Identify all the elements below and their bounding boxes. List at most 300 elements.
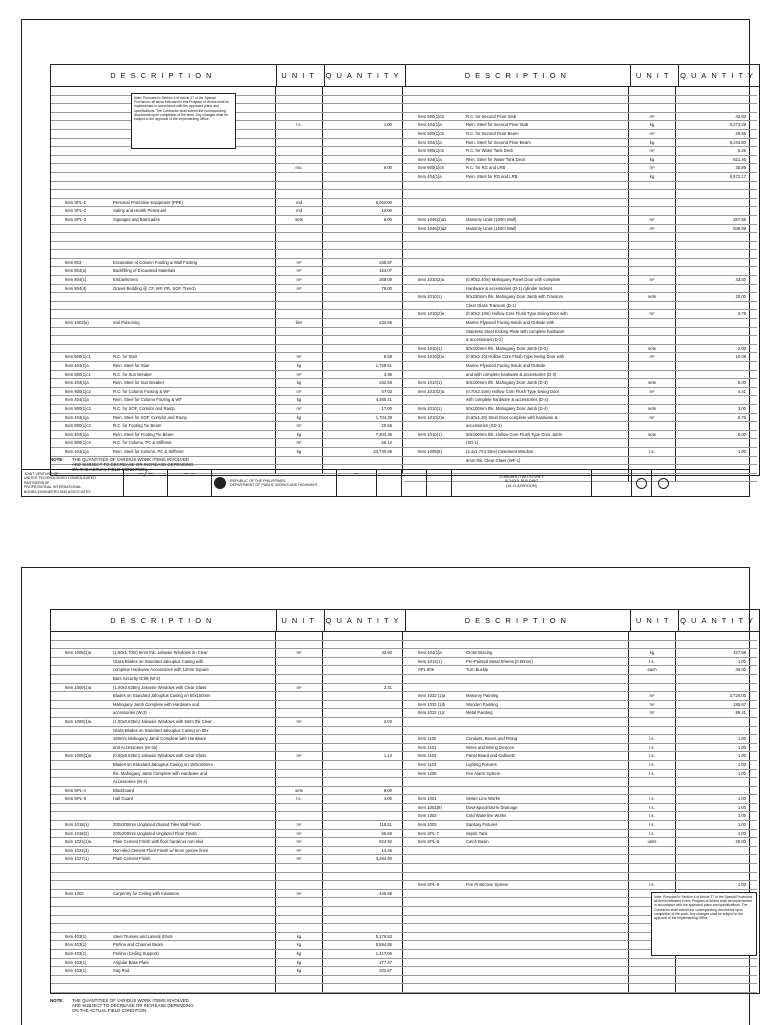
item-unit: l.s.	[629, 795, 676, 803]
item-number	[404, 362, 466, 370]
item-description	[113, 873, 275, 881]
table-row	[51, 414, 404, 423]
item-number	[51, 804, 113, 812]
item-unit: m²	[276, 821, 323, 829]
item-number	[51, 666, 113, 674]
item-quantity	[676, 967, 756, 975]
item-quantity: 8.00	[737, 431, 746, 437]
item-description	[466, 984, 628, 992]
item-quantity: 1.00	[737, 761, 746, 767]
table-row	[404, 293, 757, 302]
item-number	[51, 984, 113, 992]
item-number	[51, 242, 113, 250]
item-description: (0.90x2.10m) Hollow Core Flush Type Swing Door with	[466, 311, 568, 317]
item-number: Item 1032 (1)a	[418, 693, 446, 699]
item-description	[466, 250, 628, 258]
item-quantity	[323, 778, 403, 786]
item-unit	[629, 250, 676, 258]
item-quantity	[676, 371, 756, 379]
item-unit: l.s.	[629, 658, 676, 666]
table-row	[404, 130, 757, 139]
item-number: Item 1002	[418, 813, 437, 819]
item-description: Excavation of Column Footing & Wall Footing	[113, 259, 198, 265]
agency-line: DEPARTMENT OF PUBLIC WORKS AND HIGHWAYS	[230, 483, 318, 487]
item-number: Item 404(1)a	[65, 431, 89, 437]
item-number	[51, 345, 113, 353]
item-quantity: 55.66	[323, 830, 403, 838]
item-description	[113, 328, 275, 336]
item-quantity	[323, 225, 403, 233]
item-unit: m³	[629, 147, 676, 155]
item-unit: sets	[276, 787, 323, 795]
item-quantity	[323, 898, 403, 906]
item-description	[466, 96, 628, 104]
item-number	[404, 396, 466, 404]
item-quantity: 23,740.69	[323, 448, 403, 456]
item-quantity	[323, 457, 403, 465]
item-number: Item 1009(1)a	[65, 718, 92, 724]
item-description	[466, 718, 628, 726]
item-unit: m²	[629, 216, 676, 224]
item-quantity	[323, 328, 403, 336]
item-number	[51, 130, 113, 138]
item-number: Item 1032 (1)c	[418, 710, 445, 716]
signature-mark: ~~	[182, 470, 197, 478]
item-description: Wires and Wiring Devices	[466, 744, 514, 750]
item-quantity	[676, 684, 756, 692]
item-number	[404, 941, 466, 949]
item-quantity: 5.26	[737, 148, 746, 154]
item-quantity	[676, 96, 756, 104]
item-quantity	[676, 302, 756, 310]
header-quantity: QUANTITY	[325, 65, 406, 86]
item-description: Glass Blades on Standard Jalouplus Casing on 50x	[113, 727, 209, 733]
item-quantity: 2.00	[737, 345, 746, 351]
table-row	[404, 362, 757, 371]
item-quantity	[323, 692, 403, 700]
item-quantity	[323, 976, 403, 984]
table-row	[51, 362, 404, 371]
item-number: Item 1010(2)a	[418, 388, 445, 394]
item-number	[51, 658, 113, 666]
item-quantity: 17.00	[323, 405, 403, 413]
item-unit	[276, 864, 323, 872]
item-number	[51, 761, 113, 769]
item-description: and with complete hardware & accessories (D-3)	[466, 371, 557, 377]
item-quantity: 29.56	[323, 422, 403, 430]
item-description	[113, 225, 275, 233]
item-number	[51, 881, 113, 889]
item-quantity	[323, 190, 403, 198]
project-line: STANDARD TWO-STOREY	[499, 475, 544, 479]
item-unit	[276, 907, 323, 915]
item-number	[51, 113, 113, 121]
table-right-half	[404, 87, 757, 482]
item-unit: liter	[276, 319, 323, 327]
table-row	[404, 422, 757, 431]
header-quantity: QUANTITY	[680, 71, 759, 80]
item-quantity	[676, 984, 756, 992]
table-row	[51, 345, 404, 354]
item-unit	[629, 675, 676, 683]
item-description: R.C. for Column, PC & Stiffener	[113, 440, 172, 446]
item-unit	[276, 770, 323, 778]
item-description: 50x100mm thk. Mahogany Door Jamb (D-3)	[466, 380, 548, 386]
item-unit: m²	[629, 692, 676, 700]
item-quantity: 202.67	[323, 967, 403, 975]
table-row	[51, 770, 404, 779]
item-quantity	[323, 130, 403, 138]
item-quantity: 78.00	[323, 285, 403, 293]
table-header	[51, 65, 759, 87]
item-number: Item 1005(6)	[418, 448, 442, 454]
table-row	[51, 675, 404, 684]
item-quantity: 43.92	[323, 649, 403, 657]
item-description	[113, 345, 275, 353]
table-row	[51, 422, 404, 431]
table-row	[404, 371, 757, 380]
item-quantity: 7,304.36	[323, 431, 403, 439]
item-number	[51, 225, 113, 233]
item-unit: m³	[276, 259, 323, 267]
item-quantity	[323, 907, 403, 915]
table-row	[51, 812, 404, 821]
item-quantity: 35.89	[735, 165, 746, 171]
item-number	[51, 250, 113, 258]
item-description	[466, 890, 628, 898]
item-unit	[276, 976, 323, 984]
item-number	[404, 847, 466, 855]
item-unit: sets	[629, 345, 676, 353]
item-description	[466, 778, 628, 786]
item-unit	[629, 864, 676, 872]
item-number: Item 403(1)	[65, 933, 87, 939]
item-unit	[276, 641, 323, 649]
item-quantity: 1.00	[737, 770, 746, 776]
table-row	[404, 787, 757, 796]
item-description: (0.90x2.40m) Mahogany Panel Door with complete	[466, 277, 561, 283]
item-quantity	[323, 770, 403, 778]
table-row	[51, 933, 404, 942]
table-row	[404, 864, 757, 873]
item-number	[404, 907, 466, 915]
item-description	[466, 950, 628, 958]
item-number	[404, 242, 466, 250]
item-description: Safety and Health Personnel	[113, 208, 167, 214]
item-number	[404, 182, 466, 190]
table-row	[404, 113, 757, 122]
item-number	[51, 727, 113, 735]
item-description	[466, 242, 628, 250]
table-row	[404, 259, 757, 268]
table-row	[51, 804, 404, 813]
item-unit: mo.	[276, 164, 323, 172]
table-row	[51, 821, 404, 830]
item-description: Metal Painting	[466, 710, 493, 716]
item-description: Signages and Barricades	[113, 216, 160, 222]
item-number: Item 1018(2)	[65, 830, 89, 836]
table-row	[404, 216, 757, 225]
table-row	[404, 104, 757, 113]
item-quantity	[676, 864, 756, 872]
item-number: Item 900(1)c2	[65, 388, 91, 394]
table-row	[404, 881, 757, 890]
item-quantity	[323, 666, 403, 674]
item-description: Purline and Channel Beam	[113, 942, 164, 948]
item-unit	[629, 302, 676, 310]
item-description: Backfilling of Excavated Materials	[113, 268, 176, 274]
item-quantity: 3.78	[737, 311, 746, 317]
item-quantity	[323, 310, 403, 318]
item-unit: m³	[629, 130, 676, 138]
item-description: Clear Glass Transom (D-1)	[466, 302, 517, 308]
item-number: Item 1010(1)	[418, 345, 442, 351]
item-number	[404, 319, 466, 327]
field-condition-note	[50, 457, 194, 472]
item-description	[113, 293, 275, 301]
table-row	[404, 675, 757, 684]
table-row	[51, 328, 404, 337]
item-unit	[276, 225, 323, 233]
item-quantity: 1,758.51	[323, 362, 403, 370]
table-row	[404, 709, 757, 718]
item-quantity: 838.99	[733, 225, 746, 231]
item-description	[113, 898, 275, 906]
table-row	[404, 310, 757, 319]
item-number	[404, 422, 466, 430]
item-description	[113, 336, 275, 344]
table-row	[51, 267, 404, 276]
item-quantity: 6,062.00	[323, 199, 403, 207]
item-unit: kg	[276, 362, 323, 370]
item-description: Conduits, Boxes and Fitting	[466, 736, 518, 742]
item-number	[404, 933, 466, 941]
item-quantity	[323, 916, 403, 924]
item-unit: l.s.	[629, 448, 676, 456]
item-description	[466, 847, 628, 855]
item-description: (0.80x2.10) Hollow Core Flush Type Swing Door with	[466, 354, 565, 360]
item-number	[51, 812, 113, 820]
item-unit: kg	[629, 156, 676, 164]
item-quantity: 3,294.60	[323, 855, 403, 863]
item-quantity: 242.58	[323, 379, 403, 387]
item-number	[404, 632, 466, 640]
item-description	[466, 959, 628, 967]
item-unit: l.s.	[629, 830, 676, 838]
item-unit	[276, 692, 323, 700]
item-unit	[629, 328, 676, 336]
item-number: Item 900(1)c4	[65, 440, 91, 446]
item-unit	[629, 285, 676, 293]
item-description: 50x150mm thk. Mahogany Door Jamb with Transom	[466, 294, 564, 300]
table-row	[51, 916, 404, 925]
item-number	[51, 302, 113, 310]
item-description: Blades on Standard Jalouplus Casing on 50x150mm	[113, 693, 211, 699]
item-unit	[276, 984, 323, 992]
item-number: Item SPL-5	[65, 796, 86, 802]
table-row	[404, 225, 757, 234]
table-row	[404, 439, 757, 448]
item-quantity: 1.14	[323, 752, 403, 760]
table-row	[51, 216, 404, 225]
item-description	[466, 182, 628, 190]
table-row	[51, 173, 404, 182]
item-unit	[276, 336, 323, 344]
item-unit: m²	[629, 414, 676, 422]
item-number: Item 1010(2)a	[418, 414, 445, 420]
header-description: DESCRIPTION	[51, 610, 277, 631]
item-description	[113, 984, 275, 992]
item-description	[466, 924, 628, 932]
item-number	[51, 907, 113, 915]
item-description	[466, 199, 628, 207]
note-line: ARE SUBJECT TO DECREASE OR INCREASE DEPENDING	[72, 1003, 194, 1008]
item-unit: units	[629, 838, 676, 846]
table-row	[404, 345, 757, 354]
item-number: Item 1010(1)	[418, 431, 442, 437]
item-quantity: 427.58	[733, 650, 746, 656]
table-row	[51, 199, 404, 208]
item-description: Blades on Standard Jalouplus Casing on 150x150mm	[113, 761, 213, 767]
item-number: Item 900(1)c1	[65, 354, 91, 360]
item-unit: l.s.	[629, 735, 676, 743]
item-unit	[629, 319, 676, 327]
item-description: (1.50x1.70m) 5mm thk. Jalousie Windows on Clear	[113, 650, 208, 656]
item-number: Item 1100	[418, 736, 437, 742]
item-number: Item 1009(1)a	[65, 753, 92, 759]
item-number: Item SPL-8	[418, 839, 439, 845]
item-unit	[276, 104, 323, 112]
item-quantity	[323, 156, 403, 164]
table-row	[51, 336, 404, 345]
agency-line: REPUBLIC OF THE PHILIPPINES	[230, 478, 286, 483]
item-quantity	[323, 881, 403, 889]
item-unit	[276, 130, 323, 138]
item-description: Marine Plywood Facing Inside and Outside	[466, 363, 546, 368]
item-description: accessories (W-3)	[113, 710, 147, 716]
item-description	[466, 675, 628, 683]
item-number	[404, 267, 466, 275]
table-row	[404, 984, 757, 993]
item-unit	[276, 233, 323, 241]
item-quantity	[323, 804, 403, 812]
item-number	[51, 139, 113, 147]
item-unit: kg	[276, 414, 323, 422]
item-number	[51, 156, 113, 164]
item-quantity	[676, 182, 756, 190]
item-number: Item 1002	[418, 822, 437, 828]
item-number: Item 804(a)	[65, 268, 87, 274]
item-unit: kg	[276, 941, 323, 949]
table-row	[404, 182, 757, 191]
item-quantity	[323, 302, 403, 310]
item-unit	[629, 976, 676, 984]
item-unit	[276, 250, 323, 258]
item-number: Item 900(1)c5	[418, 148, 444, 154]
item-number: Item 1010(2)a	[418, 311, 445, 317]
table-row	[404, 233, 757, 242]
item-number: Item 803	[65, 259, 82, 265]
item-unit	[276, 881, 323, 889]
item-quantity	[676, 250, 756, 258]
item-description: Rein. Steel for Sun Breaker	[113, 380, 164, 386]
table-row	[51, 684, 404, 693]
item-number: Item 1009(1)a	[65, 684, 92, 690]
item-unit	[629, 457, 676, 465]
table-row	[51, 735, 404, 744]
item-description: Soil Poisoning	[113, 320, 140, 326]
table-row	[404, 735, 757, 744]
item-number: Item 1003	[65, 890, 84, 896]
item-number: Item 900(1)c1	[65, 371, 91, 377]
item-unit: m³	[629, 113, 676, 121]
table-row	[404, 847, 757, 856]
table-row	[404, 727, 757, 736]
item-unit: m²	[276, 838, 323, 846]
item-unit: m²	[629, 701, 676, 709]
header-unit: UNIT	[277, 65, 325, 86]
item-number: Item 1010(1)	[418, 294, 442, 300]
item-description	[466, 641, 628, 649]
item-number	[404, 890, 466, 898]
table-row	[51, 431, 404, 440]
item-number: Item 804(4)	[65, 285, 87, 291]
item-quantity: 3,720.00	[729, 693, 746, 699]
item-unit	[276, 182, 323, 190]
item-quantity: 1.00	[737, 813, 746, 819]
item-unit	[276, 345, 323, 353]
item-quantity	[323, 924, 403, 932]
table-row	[51, 795, 404, 804]
note-line: ARE SUBJECT TO DECREASE OR INCREASE DEPENDING	[72, 462, 194, 467]
item-description: 200x200mm Unglazed Glazed Tiles Wall Finish	[113, 822, 201, 828]
item-number: Item 404(1)a	[418, 156, 442, 162]
item-description: R.C. for Second Floor Slab	[466, 113, 517, 119]
table-row	[51, 388, 404, 397]
item-description	[466, 941, 628, 949]
item-unit: kg	[276, 448, 323, 456]
table-row	[51, 718, 404, 727]
item-description: 50x100mm thk. Hollow Core Flush Type Door Jamb	[466, 431, 562, 437]
legend-note-text: Note: Pursuant to Section 4 of Article 27 of the Special Provisions, all items indicated in this Program of Works shall be implemented in accordance with the approved plans and specifications. The Contractor shall submit the corresponding documents upon completion of the work. Any changes shall be subject to the approval of the Implementing Office.	[134, 96, 230, 122]
table-row	[51, 207, 404, 216]
table-row	[404, 405, 757, 414]
item-number	[51, 701, 113, 709]
item-number	[404, 199, 466, 207]
item-quantity	[323, 242, 403, 250]
item-number	[404, 675, 466, 683]
item-unit: m²	[276, 718, 323, 726]
table-row	[404, 812, 757, 821]
item-quantity	[323, 727, 403, 735]
table-row	[51, 907, 404, 916]
item-description: Sanitary Fixtures	[466, 822, 498, 828]
item-unit: sets	[629, 431, 676, 439]
table-row	[51, 941, 404, 950]
item-quantity	[323, 735, 403, 743]
item-number	[51, 173, 113, 181]
item-number	[51, 233, 113, 241]
table-row	[404, 242, 757, 251]
firm-line: UNITED TECHNOLOGIES CONSOLIDATED PARTNERSHIP	[24, 476, 96, 485]
item-unit: kg	[276, 967, 323, 975]
item-unit	[629, 718, 676, 726]
table-row	[51, 649, 404, 658]
item-number	[404, 873, 466, 881]
item-description: Stainless Steel Kicking Plate with complete hardware	[466, 328, 565, 334]
item-description	[113, 233, 275, 241]
item-description: Rein. Steel for Footing Tie Beam	[113, 431, 174, 437]
